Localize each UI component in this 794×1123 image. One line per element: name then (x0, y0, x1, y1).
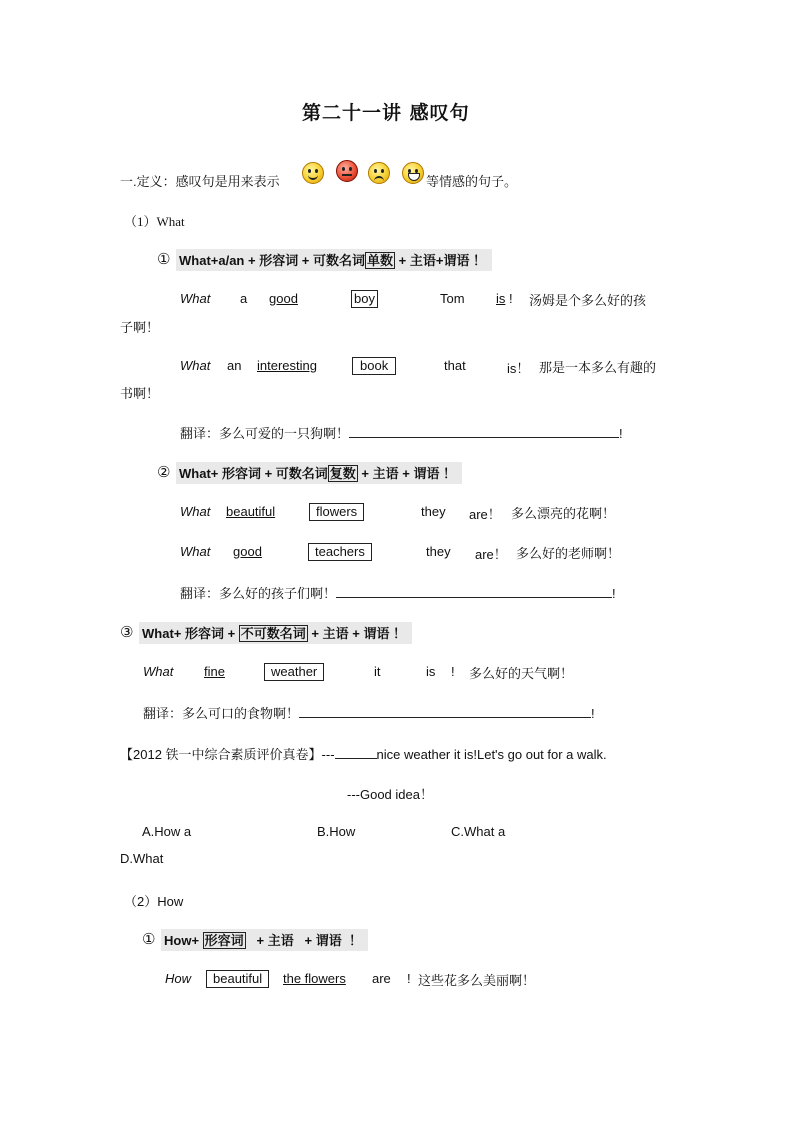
example-word: What (180, 504, 211, 519)
definition-suffix: 等情感的句子。 (426, 174, 518, 189)
noun-box: teachers (308, 543, 372, 561)
example-word: that (444, 358, 466, 373)
formula-part: + 主语 + 谓语 ！ (307, 626, 407, 641)
answer-blank[interactable] (299, 705, 591, 718)
example-box-word (308, 543, 372, 561)
option-c[interactable]: C.What a (451, 824, 506, 839)
formula-part: + 主语 + 谓语 ！ (245, 933, 362, 948)
exam-sentence: nice weather it is!Let's go out for a walk. (376, 747, 607, 762)
noun-box: book (352, 357, 396, 375)
example-word: a (240, 291, 248, 306)
exam-source: 【2012 铁一中综合素质评价真卷】 (120, 747, 322, 762)
answer-blank[interactable] (335, 746, 377, 759)
example-word: beautiful (226, 504, 276, 519)
example-word: the flowers (283, 971, 346, 986)
example-word: it (374, 664, 381, 679)
example-box-word (264, 663, 324, 681)
exam-reply: ---Good idea！ (347, 787, 433, 802)
example-word: What (180, 291, 211, 306)
example-word: they (421, 504, 446, 519)
example-word: What (180, 358, 211, 373)
example-translation-cont: 书啊！ (120, 386, 160, 401)
formula-how (161, 929, 368, 951)
formula-part: + 主语+谓语 ！ (395, 253, 487, 268)
option-a[interactable]: A.How a (142, 824, 192, 839)
example-word: an (227, 358, 242, 373)
example-translation: 多么漂亮的花啊！ (511, 506, 616, 521)
answer-blank[interactable] (349, 425, 619, 438)
example-translation: 这些花多么美丽啊！ (418, 973, 536, 988)
translation-exercise (143, 703, 595, 722)
example-word: are！ (475, 547, 507, 562)
formula-part: What+ 形容词 + 可数名词 (179, 466, 328, 481)
example-translation: 那是一本多么有趣的 (539, 360, 657, 375)
example-translation: 汤姆是个多么好的孩 (529, 293, 647, 308)
translation-exercise (180, 423, 623, 442)
grin-icon (402, 162, 424, 184)
noun-box: weather (264, 663, 324, 681)
pattern-number: ③ (120, 624, 134, 641)
noun-box: boy (351, 290, 378, 308)
formula-part: How+ (164, 933, 203, 948)
example-translation-cont: 子啊！ (120, 320, 160, 335)
example-box-word (351, 290, 378, 308)
section-heading-how: （2）How (124, 894, 184, 909)
pattern-number: ① (157, 251, 171, 268)
option-d[interactable]: D.What (120, 851, 164, 866)
end-mark: ! (612, 586, 616, 601)
adjective-box: beautiful (206, 970, 269, 988)
formula-what-uncountable (139, 622, 412, 644)
example-word: interesting (257, 358, 317, 373)
answer-blank[interactable] (336, 585, 612, 598)
formula-part: What+ 形容词 + (142, 626, 239, 641)
translation-prompt: 翻译：多么好的孩子们啊！ (180, 586, 337, 601)
example-word: are！ (469, 507, 501, 522)
example-word: How (165, 971, 192, 986)
option-b[interactable]: B.How (317, 824, 356, 839)
example-word: are (372, 971, 391, 986)
example-word: good (269, 291, 298, 306)
formula-box: 形容词 (204, 933, 244, 948)
end-mark: ! (591, 706, 595, 721)
example-word: is (496, 291, 506, 306)
smile-icon (302, 162, 324, 184)
example-box-word (352, 357, 396, 375)
definition-prefix: 一.定义：感叹句是用来表示 (120, 174, 280, 189)
example-word: fine (204, 664, 225, 679)
formula-what-singular (176, 249, 492, 271)
example-box-word (206, 970, 269, 988)
example-word: is！ (507, 361, 530, 376)
formula-part: What+a/an + 形容词 + 可数名词 (179, 253, 366, 268)
formula-what-plural (176, 462, 462, 484)
translation-prompt: 翻译：多么可口的食物啊！ (143, 706, 300, 721)
example-box-word (309, 503, 364, 521)
section-heading-what: （1）What (124, 214, 185, 229)
end-mark: ! (619, 426, 623, 441)
translation-prompt: 翻译：多么可爱的一只狗啊！ (180, 426, 350, 441)
exam-dash: --- (321, 747, 335, 762)
exam-question (120, 744, 607, 763)
example-word: What (143, 664, 174, 679)
formula-box: 单数 (367, 253, 394, 268)
example-word: Tom (440, 291, 465, 306)
example-translation: 多么好的天气啊！ (469, 666, 574, 681)
pattern-number: ② (157, 464, 171, 481)
formula-box: 复数 (329, 466, 356, 481)
pattern-number: ① (142, 931, 156, 948)
example-word: ! (407, 971, 411, 986)
example-word: good (233, 544, 262, 559)
formula-part: + 主语 + 谓语 ！ (357, 466, 457, 481)
example-word: is (426, 664, 436, 679)
angry-icon (336, 160, 358, 182)
example-word: ! (451, 664, 455, 679)
page-title: 第二十一讲 感叹句 (302, 102, 470, 124)
translation-exercise (180, 583, 616, 602)
example-word: What (180, 544, 211, 559)
example-translation: 多么好的老师啊！ (516, 546, 621, 561)
formula-box: 不可数名词 (240, 626, 306, 641)
sad-icon (368, 162, 390, 184)
example-word: ! (509, 291, 513, 306)
noun-box: flowers (309, 503, 364, 521)
example-word: they (426, 544, 451, 559)
